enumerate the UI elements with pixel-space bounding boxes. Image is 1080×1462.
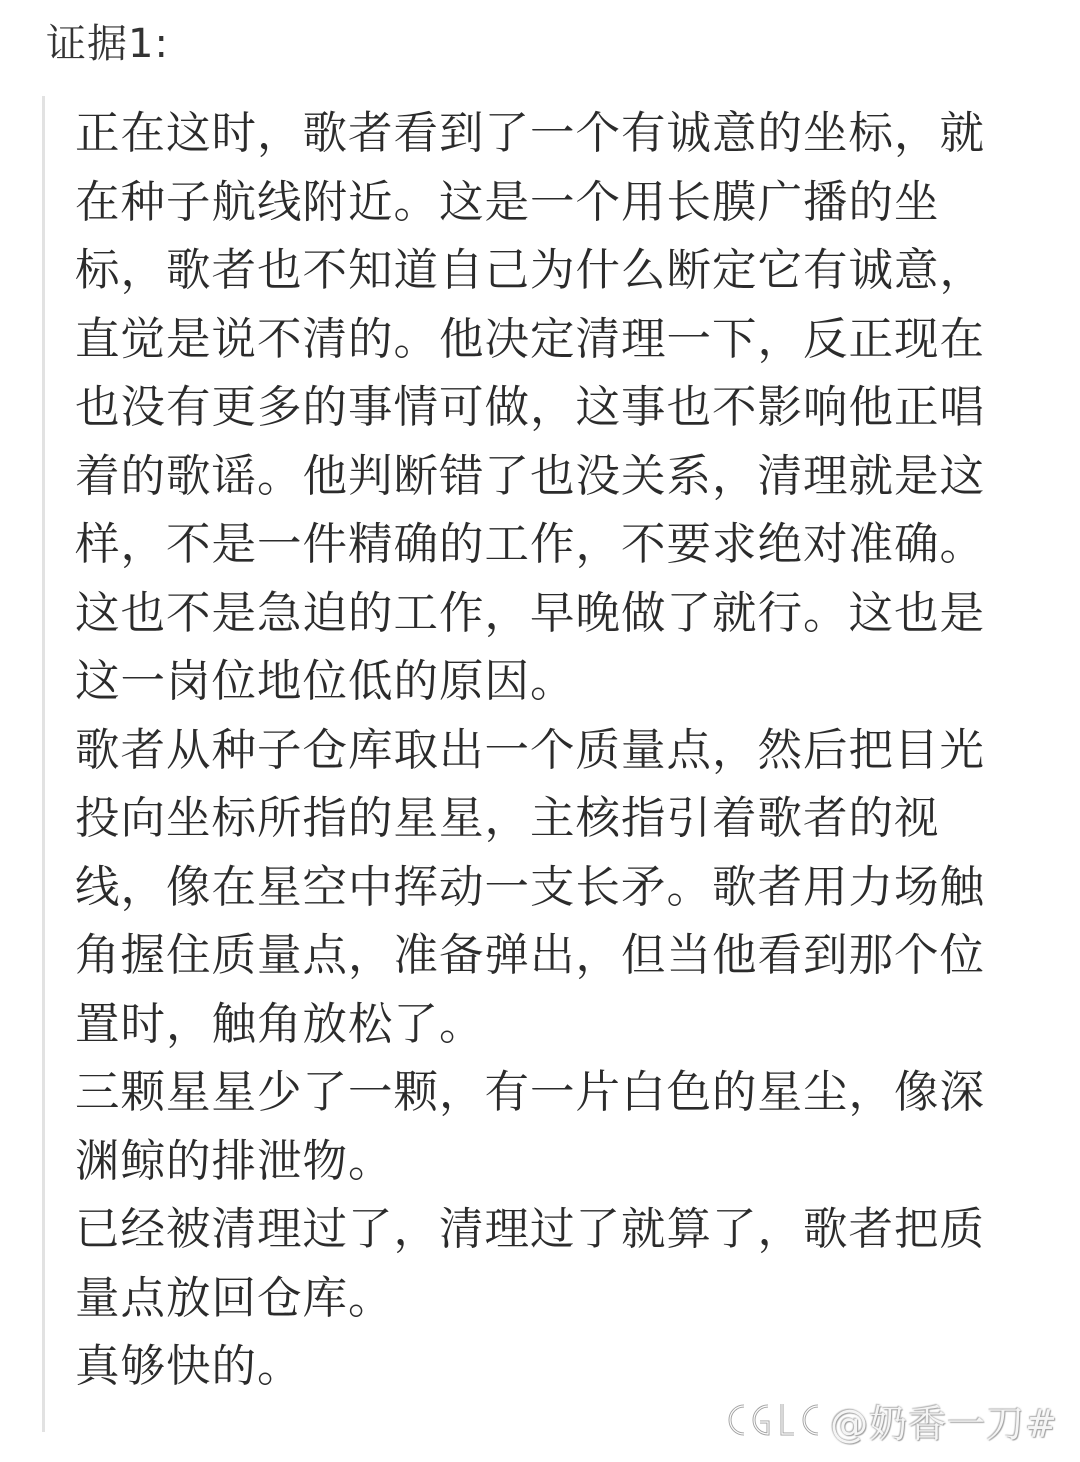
- quote-paragraph-2: 歌者从种子仓库取出一个质量点，然后把目光投向坐标所指的星星，主核指引着歌者的视线，像在星空中挥动一支长矛。歌者用力场触角握住质量点，准备弹出，但当他看到那个位置时，触角放松了。: [75, 724, 986, 1050]
- quote-paragraph-1: 正在这时，歌者看到了一个有诚意的坐标，就在种子航线附近。这是一个用长膜广播的坐标，歌者也不知道自己为什么断定它有诚意，直觉是说不清的。他决定清理一下，反正现在也没有更多的事情可做，这事也不影响他正唱着的歌谣。他判断错了也没关系，清理就是这样，不是一件精确的工作，不要求绝对准确。这也不是急迫的工作，早晚做了就行。这也是这一岗位地位低的原因。: [75, 108, 986, 707]
- watermark-handle: @奶香一刀#: [830, 1401, 1058, 1446]
- quote-paragraph-5: 真够快的。: [75, 1341, 303, 1392]
- evidence-heading: 证据1:: [46, 21, 169, 67]
- quote-bar: [42, 96, 45, 1432]
- cglc-logo-icon: [724, 1398, 824, 1442]
- watermark: [724, 1390, 1058, 1450]
- quote-block: [75, 100, 1030, 1402]
- quote-paragraph-4: 已经被清理过了，清理过了就算了，歌者把质量点放回仓库。: [75, 1204, 986, 1324]
- quote-paragraph-3: 三颗星星少了一颗，有一片白色的星尘，像深渊鲸的排泄物。: [75, 1067, 986, 1187]
